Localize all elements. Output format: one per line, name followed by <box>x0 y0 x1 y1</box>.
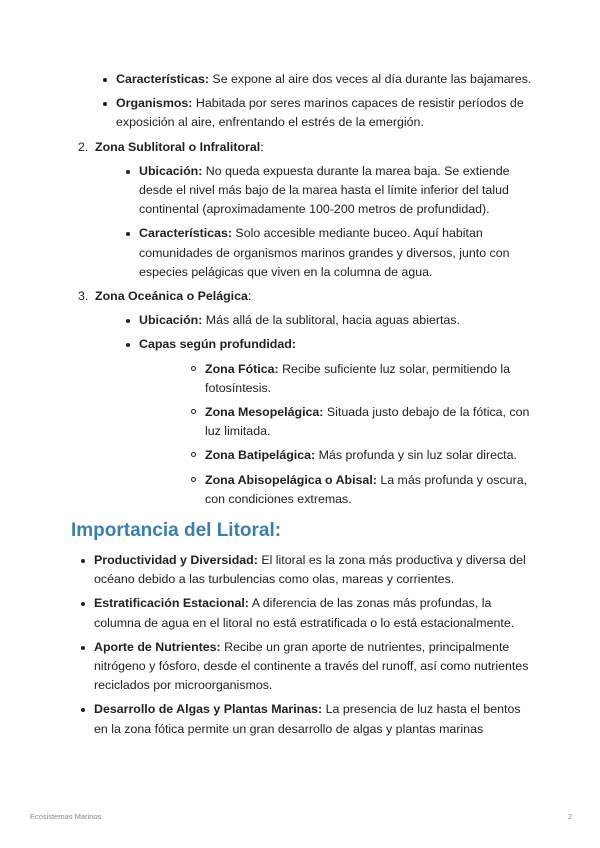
layer-text: Situada justo debajo de la fótica, con luz limitada. <box>205 405 530 439</box>
item-term: Ubicación: <box>139 313 203 328</box>
footer-title: Ecosistemas Marinos <box>30 812 102 821</box>
layer-text: Más profunda y sin luz solar directa. <box>315 448 517 463</box>
item-text: Solo accesible mediante buceo. Aquí habitan comunidades de organismos marinos grandes y diversos, junto con especies pelágicas que viven en la columna de agua. <box>139 226 510 279</box>
item-text: La presencia de luz hasta el bentos en la zona fótica permite un gran desarrollo de algas y plantas marinas <box>94 702 521 736</box>
layer-text: La más profunda y oscura, con condiciones extremas. <box>205 472 528 506</box>
item-text: No queda expuesta durante la marea baja. Se extiende desde el nivel más bajo de la marea hasta el límite inferior del talud continental (aproximadamente 100-200 metros de profundidad). <box>139 163 510 217</box>
zone-1-details <box>72 70 532 133</box>
zone-details <box>95 162 532 282</box>
zone-title-suffix: : <box>247 289 252 304</box>
section-heading: Importancia del Litoral: <box>71 520 282 542</box>
item-term: Capas según profundidad: <box>139 337 296 352</box>
item-term: Características: <box>116 72 209 86</box>
layer-term: Zona Batipelágica: <box>205 448 316 463</box>
layer-term: Zona Abisopelágica o Abisal: <box>205 472 377 487</box>
zone-details <box>95 311 532 509</box>
zone-title-suffix: : <box>260 139 264 154</box>
item-term: Organismos: <box>116 96 193 111</box>
zone-title: Zona Sublitoral o Infralitoral <box>95 139 261 154</box>
zone-oceanica <box>72 287 532 509</box>
importance-list <box>72 551 532 739</box>
item-text: A diferencia de las zonas más profundas, la columna de agua en el litoral no está estratificada o lo está estacionalmente. <box>94 596 515 630</box>
layer-item <box>139 360 532 398</box>
item-term: Productividad y Diversidad: <box>94 553 258 568</box>
layer-text: Recibe suficiente luz solar, permitiendo la fotosíntesis. <box>205 361 511 395</box>
zone-sublitoral <box>72 138 532 282</box>
list-item <box>95 335 532 509</box>
item-text: Habitada por seres marinos capaces de resistir períodos de exposición al aire, enfrentando el estrés de la emergión. <box>116 96 524 130</box>
zones-list <box>72 138 532 509</box>
list-number: 3. <box>78 289 89 304</box>
list-item <box>72 700 532 738</box>
page-content <box>72 70 532 744</box>
zone-title: Zona Oceánica o Pelágica <box>95 289 248 304</box>
item-text: Recibe un gran aporte de nutrientes, principalmente nitrógeno y fósforo, desde el continente a través del runoff, así como nutrientes reciclados por microorganismos. <box>94 639 529 693</box>
item-text: Se expone al aire dos veces al día durante las bajamares. <box>208 72 532 86</box>
item-text: El litoral es la zona más productiva y diversa del océano debido a las turbulencias como olas, mareas y corrientes. <box>94 553 526 587</box>
list-item <box>72 94 532 132</box>
list-number: 2. <box>78 139 89 154</box>
list-item <box>72 594 532 632</box>
list-item <box>72 551 532 589</box>
item-term: Estratificación Estacional: <box>94 596 249 611</box>
layer-item <box>139 471 532 509</box>
item-term: Características: <box>139 226 232 241</box>
list-item <box>95 224 532 282</box>
list-item <box>95 162 532 220</box>
list-item <box>72 638 532 696</box>
layer-item <box>139 446 532 465</box>
list-item <box>72 70 532 89</box>
layer-item <box>139 403 532 441</box>
depth-layers <box>139 360 532 509</box>
list-item <box>95 311 532 330</box>
item-term: Aporte de Nutrientes: <box>94 639 221 654</box>
layer-term: Zona Fótica: <box>205 361 279 376</box>
item-term: Desarrollo de Algas y Plantas Marinas: <box>94 702 323 717</box>
item-text: Más allá de la sublitoral, hacia aguas abiertas. <box>202 313 460 328</box>
layer-term: Zona Mesopelágica: <box>205 405 324 420</box>
item-term: Ubicación: <box>139 163 203 178</box>
page-number: 2 <box>567 812 572 821</box>
